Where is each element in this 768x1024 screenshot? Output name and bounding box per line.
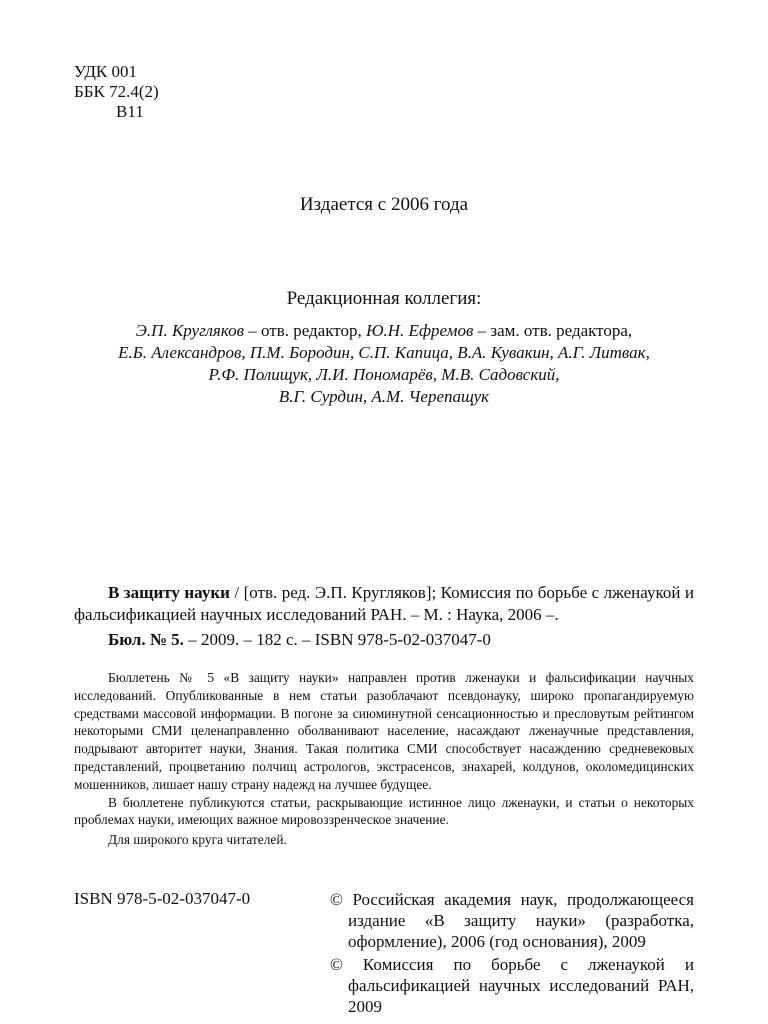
copyright-commission: © Комиссия по борьбе с лженаукой и фальсификацией научных исследований РАН, 2009 [330, 955, 694, 1016]
abstract [74, 669, 694, 849]
editor-role: – отв. редактор, [243, 321, 366, 340]
author-mark: В11 [116, 102, 144, 121]
abstract-audience: Для широкого круга читателей. [108, 832, 287, 848]
isbn: ISBN 978-5-02-037047-0 [74, 889, 251, 908]
issue-details: – 2009. – 182 с. – ISBN 978-5-02-037047-0 [183, 630, 491, 649]
deputy-editor: Ю.Н. Ефремов [365, 321, 474, 340]
board-line-2: Е.Б. Александров, П.М. Бородин, С.П. Капица, В.А. Кувакин, А.Г. Литвак, [118, 343, 650, 362]
udk-code: УДК 001 [74, 62, 138, 81]
biblio-issue [74, 629, 694, 651]
published-since: Издается с 2006 года [299, 194, 469, 215]
biblio-main [74, 582, 694, 626]
biblio-title: В защиту науки [108, 583, 230, 602]
editorial-board-title: Редакционная коллегия: [286, 288, 482, 309]
copyright-block [330, 889, 694, 1019]
board-line-4: В.Г. Сурдин, А.М. Черепащук [278, 387, 490, 406]
board-line-3: Р.Ф. Полищук, Л.И. Пономарёв, М.В. Садовский, [208, 365, 560, 384]
editorial-board-members [0, 320, 768, 408]
bbk-code: ББК 72.4(2) [74, 82, 159, 101]
bibliographic-record [74, 582, 694, 651]
abstract-paragraph-2: В бюллетене публикуются статьи, раскрывающие истинное лицо лженауки, и статьи о некоторых проблемах науки, имеющих важное мировоззренческое значение. [74, 794, 694, 828]
issue-label: Бюл. № 5. [108, 630, 184, 649]
abstract-paragraph-1: Бюллетень № 5 «В защиту науки» направлен против лженауки и фальсификации научных исследований. Опубликованные в нем статьи разоблачают псевдонауку, широко пропагандируемую средствами массовой информации. В погоне за сиюминутной сенсационностью и пресловутым рейтингом некоторыми СМИ целенаправленно оболванивают население, насаждают лженаучные представления, подрывают авторитет науки, Знания. Такая политика СМИ способствует насаждению средневековых представлений, процветанию полчищ астрологов, экстрасенсов, знахарей, колдунов, околомедицинских мошенников, лишает нашу страну надежд на лучшее будущее. [74, 670, 694, 792]
copyright-ran: © Российская академия наук, продолжающееся издание «В защиту науки» (разработка, оформление), 2006 (год основания), 2009 [330, 890, 694, 951]
classification-codes [74, 62, 159, 122]
biblio-description: / [отв. ред. Э.П. Кругляков]; Комиссия по борьбе с лженаукой и фальсификацией научных исследований РАН. – М. : Наука, 2006 –. [74, 583, 695, 624]
board-line-1 [0, 320, 768, 342]
deputy-role: – зам. отв. редактора, [473, 321, 633, 340]
editor-in-chief: Э.П. Кругляков [135, 321, 244, 340]
